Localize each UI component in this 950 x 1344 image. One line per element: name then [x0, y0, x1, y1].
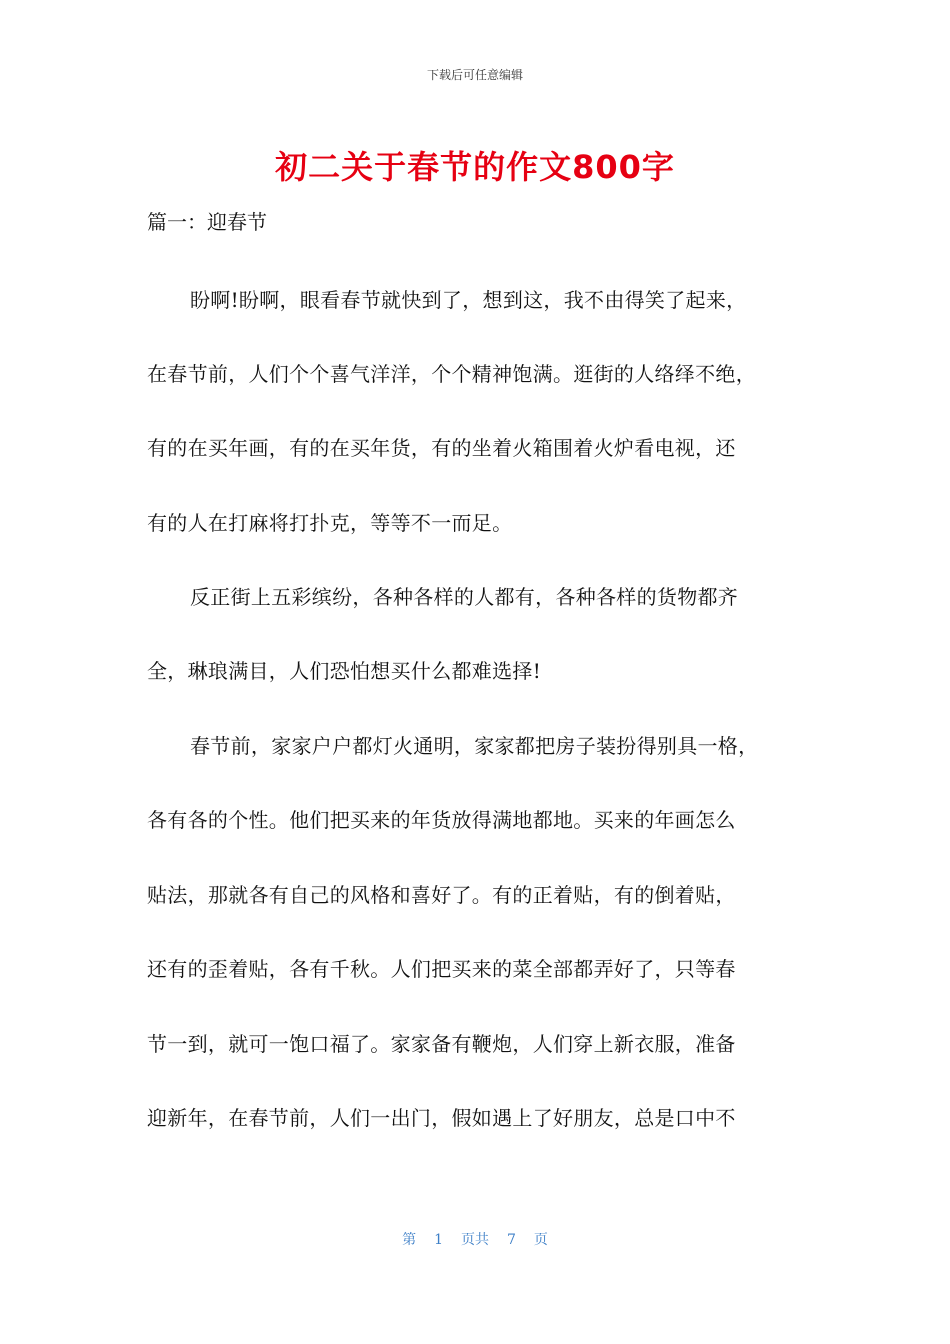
total-pages: 7 — [507, 1232, 516, 1248]
paragraph-line: 盼啊!盼啊，眼看春节就快到了，想到这，我不由得笑了起来， — [190, 288, 747, 312]
paragraph-line: 节一到，就可一饱口福了。家家备有鞭炮，人们穿上新衣服，准备 — [147, 1032, 736, 1056]
paragraph-line: 在春节前，人们个个喜气洋洋，个个精神饱满。逛街的人络绎不绝， — [147, 362, 756, 386]
paragraph-line: 反正街上五彩缤纷，各种各样的人都有，各种各样的货物都齐 — [190, 585, 739, 609]
page-label: 第 — [402, 1232, 417, 1248]
section-heading: 篇一：迎春节 — [147, 210, 267, 234]
paragraph-line: 有的人在打麻将打扑克，等等不一而足。 — [147, 511, 513, 535]
paragraph-line: 贴法，那就各有自己的风格和喜好了。有的正着贴，有的倒着贴， — [147, 883, 736, 907]
paragraph-line: 春节前，家家户户都灯火通明，家家都把房子装扮得别具一格， — [190, 734, 759, 758]
document-title: 初二关于春节的作文800字 — [275, 148, 675, 186]
page-footer — [0, 1229, 950, 1249]
header-note: 下载后可任意编辑 — [426, 68, 523, 82]
paragraph-line: 还有的歪着贴，各有千秋。人们把买来的菜全部都弄好了，只等春 — [147, 957, 736, 981]
page-suffix: 页 — [533, 1232, 548, 1248]
paragraph-line: 全，琳琅满目，人们恐怕想买什么都难选择! — [147, 659, 542, 683]
page-of-label: 页共 — [461, 1232, 489, 1248]
paragraph-line: 有的在买年画，有的在买年货，有的坐着火箱围着火炉看电视，还 — [147, 436, 736, 460]
page-number: 1 — [434, 1232, 443, 1248]
paragraph-line: 各有各的个性。他们把买来的年货放得满地都地。买来的年画怎么 — [147, 808, 736, 832]
paragraph-line: 迎新年，在春节前，人们一出门，假如遇上了好朋友，总是口中不 — [147, 1106, 736, 1130]
